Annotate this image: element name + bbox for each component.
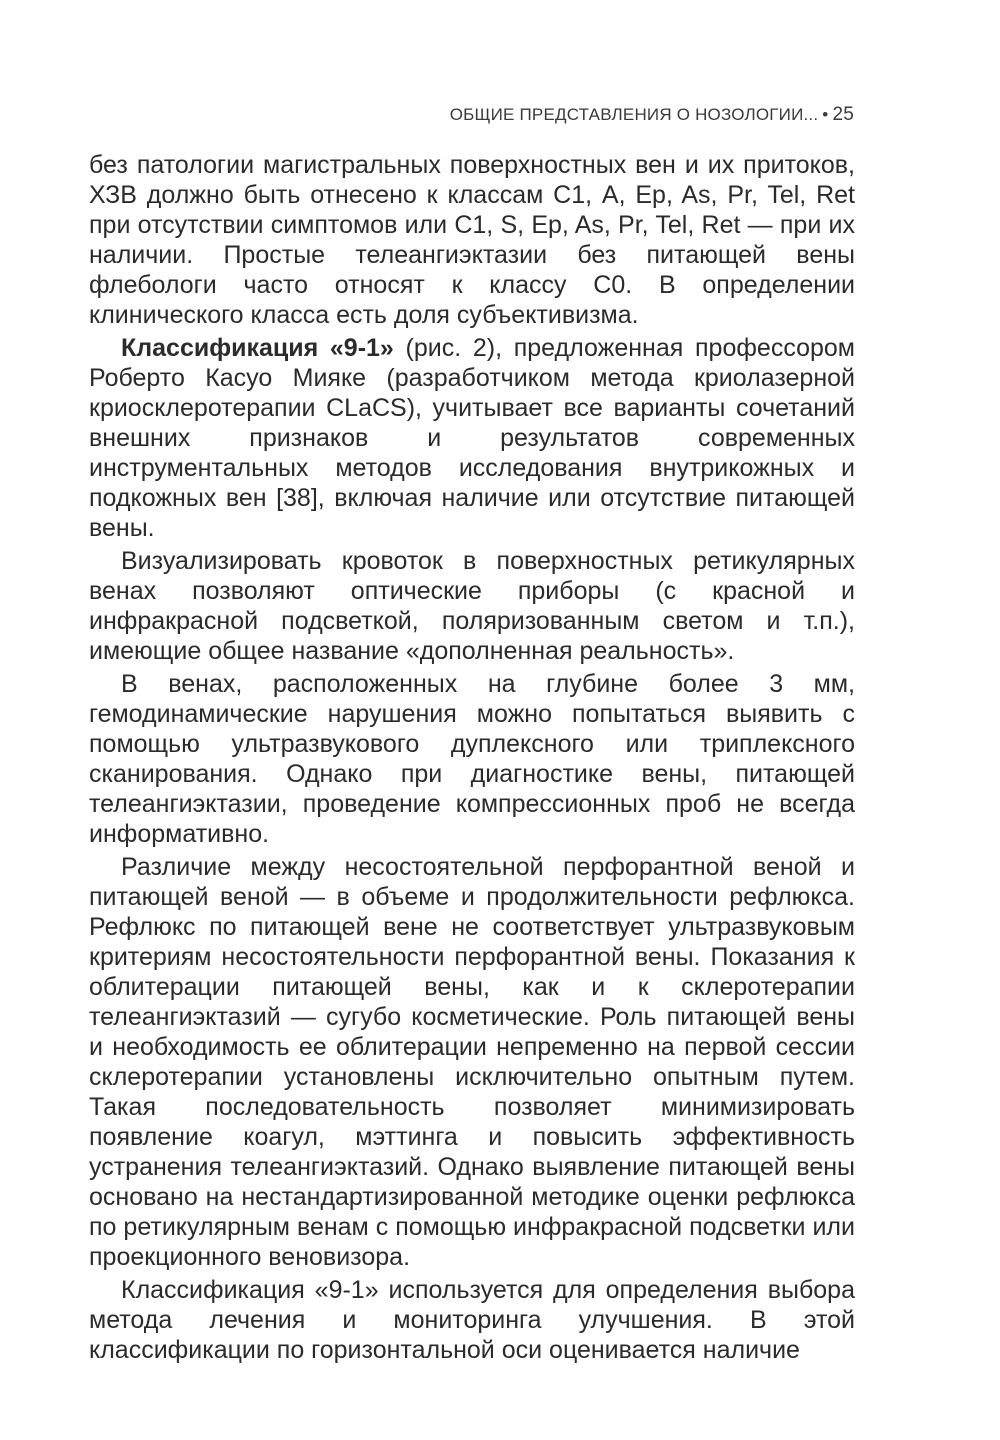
running-header-separator: •	[822, 105, 829, 124]
paragraph-5	[89, 852, 855, 1272]
paragraph-4	[89, 669, 855, 849]
paragraph-1-text: без патологии магистральных поверхностных вен и их притоков, ХЗВ должно быть отнесено к классам С1, A, Ep, As, Pr, Tel, Ret при отсутствии симптомов или С1, S, Ep, As, Pr, Tel, Ret — при их наличии. Простые телеангиэктазии без питающей вены флебологи часто относят к классу С0. В определении клинического класса есть доля субъективизма.	[89, 151, 855, 329]
page-number: 25	[832, 104, 854, 125]
paragraph-6	[89, 1275, 855, 1365]
paragraph-3-text: Визуализировать кровоток в поверхностных ретикулярных венах позволяют оптические приборы (с красной и инфракрасной подсветкой, поляризованным светом и т.п.), имеющие общее название «дополненная реальность».	[89, 547, 855, 665]
running-header-title: ОБЩИЕ ПРЕДСТАВЛЕНИЯ О НОЗОЛОГИИ...	[449, 105, 819, 124]
paragraph-2-bold-lead: Классификация «9-1»	[121, 334, 394, 362]
paragraph-6-text: Классификация «9-1» используется для определения выбора метода лечения и мониторинга улучшения. В этой классификации по горизонтальной оси оценивается наличие	[89, 1276, 855, 1364]
paragraph-5-text: Различие между несостоятельной перфорантной веной и питающей веной — в объеме и продолжительности рефлюкса. Рефлюкс по питающей вене не соответствует ультразвуковым критериям несостоятельности перфорантной вены. Показания к облитерации питающей вены, как и к склеротерапии телеангиэктазий — сугубо косметические. Роль питающей вены и необходимость ее облитерации непременно на первой сессии склеротерапии установлены исключительно опытным путем. Такая последовательность позволяет минимизировать появление коагул, мэттинга и повысить эффективность устранения телеангиэктазий. Однако выявление питающей вены основано на нестандартизированной методике оценки рефлюкса по ретикулярным венам с помощью инфракрасной подсветки или проекционного веновизора.	[89, 853, 855, 1271]
body-text	[89, 150, 855, 1365]
running-header	[450, 104, 854, 126]
paragraph-4-text: В венах, расположенных на глубине более 3 мм, гемодинамические нарушения можно попытаться выявить с помощью ультразвукового дуплексного или триплексного сканирования. Однако при диагностике вены, питающей телеангиэктазии, проведение компрессионных проб не всегда информативно.	[89, 670, 855, 848]
paragraph-2	[89, 333, 855, 543]
paragraph-3	[89, 546, 855, 666]
paragraph-1	[89, 150, 855, 330]
paragraph-2-text: (рис. 2), предложенная профессором Роберто Касуо Мияке (разработчиком метода криолазерной криосклеротерапии CLaCS), учитывает все варианты сочетаний внешних признаков и результатов современных инструментальных методов исследования внутрикожных и подкожных вен [38], включая наличие или отсутствие питающей вены.	[89, 334, 855, 542]
